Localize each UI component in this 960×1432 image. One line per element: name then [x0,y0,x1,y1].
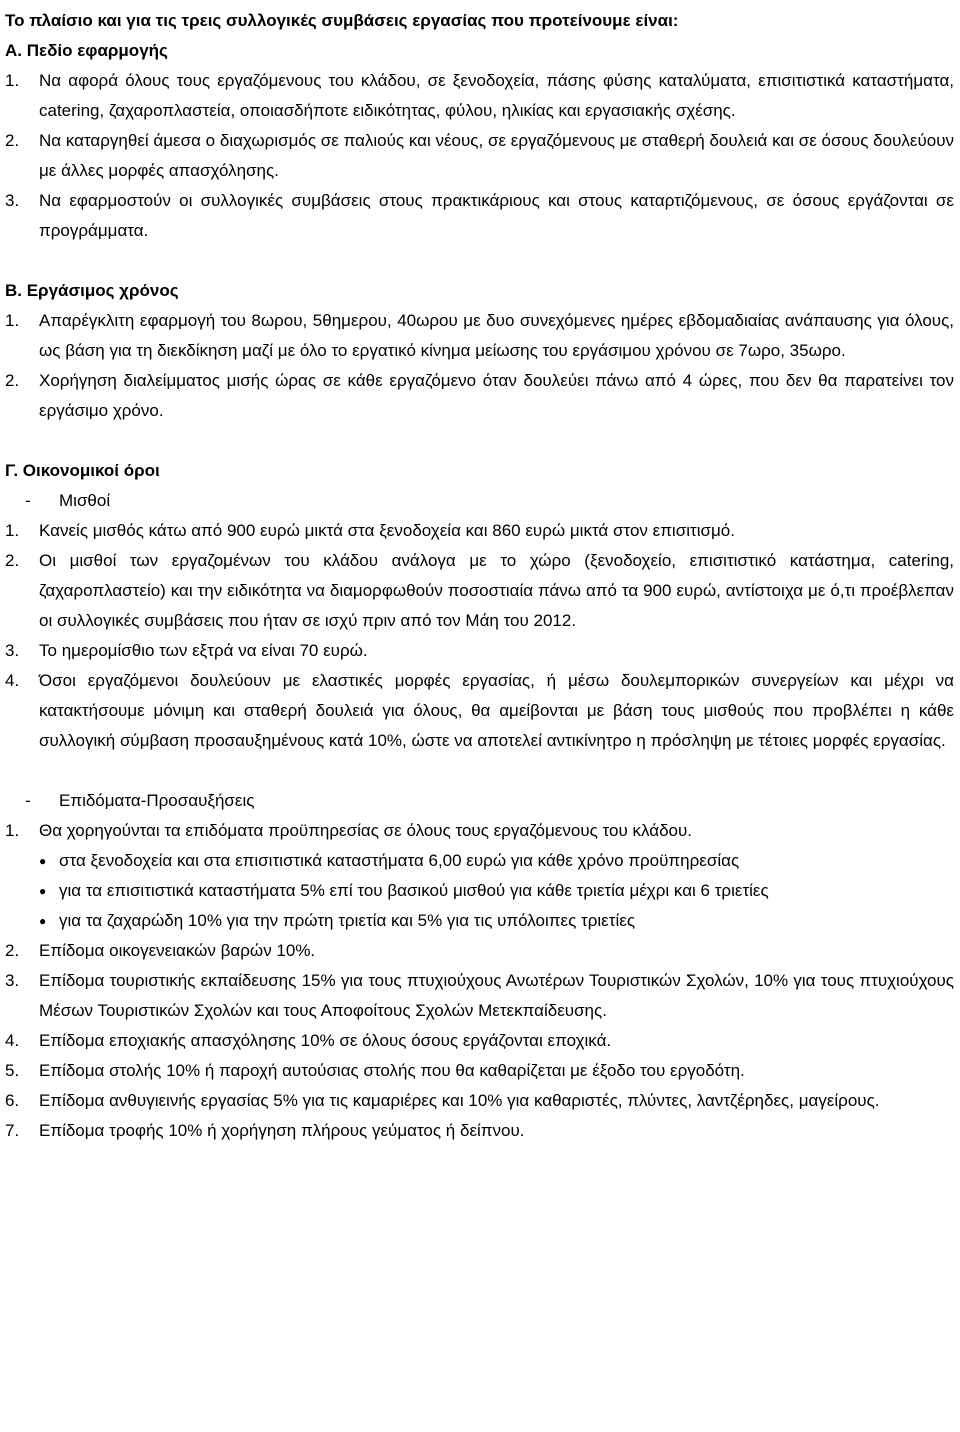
list-item [5,186,954,246]
item-number: 4. [5,1031,20,1050]
list-item [5,666,954,756]
item-text: Θα χορηγούνται τα επιδόματα προϋπηρεσίας σε όλους τους εργαζόμενους του κλάδου. [39,821,693,840]
spacer [5,426,954,456]
item-number: 2. [5,131,20,150]
item-text: Το ημερομίσθιο των εξτρά να είναι 70 ευρώ. [39,641,368,660]
item-text: Επίδομα τουριστικής εκπαίδευσης 15% για τους πτυχιούχους Ανωτέρων Τουριστικών Σχολών, 10% για τους πτυχιούχους Μέσων Τουριστικών Σχολών και τους Αποφοίτους Σχολών Μετεκπαίδευσης. [39,971,954,1020]
list-item [5,966,954,1026]
dash-marker: - [25,491,31,510]
section-b-title: Β. Εργάσιμος χρόνος [5,281,179,300]
list-item [5,1056,954,1086]
list-item [5,936,954,966]
item-text: Χορήγηση διαλείμματος μισής ώρας σε κάθε εργαζόμενο όταν δουλεύει πάνω από 4 ώρες, που δεν θα παρατείνει τον εργάσιμο χρόνο. [39,371,954,420]
dash-marker: - [25,791,31,810]
bullet-item [5,906,954,936]
item-text: Όσοι εργαζόμενοι δουλεύουν με ελαστικές μορφές εργασίας, ή μέσω δουλεμπορικών συνεργείων και μέχρι να κατακτήσουμε μόνιμη και σταθερή δουλειά για όλους, θα αμείβονται με βάση τους μισθούς που προβλέπει η κάθε συλλογική σύμβαση προσαυξημένους κατά 10%, ώστε να αποτελεί αντικίνητρο η πρόσληψη με τέτοιες μορφές εργασίας. [39,671,954,750]
bullet-text: στα ξενοδοχεία και στα επισιτιστικά καταστήματα 6,00 ευρώ για κάθε χρόνο προϋπηρεσίας [59,851,740,870]
item-number: 2. [5,371,20,390]
item-number: 5. [5,1061,20,1080]
list-item [5,1086,954,1116]
list-item [5,816,954,846]
item-number: 2. [5,551,20,570]
item-number: 6. [5,1091,20,1110]
item-number: 4. [5,671,20,690]
bullet-text: για τα επισιτιστικά καταστήματα 5% επί του βασικού μισθού για κάθε τριετία μέχρι και 6 τριετίες [59,881,769,900]
item-number: 3. [5,191,20,210]
item-text: Επίδομα στολής 10% ή παροχή αυτούσιας στολής που θα καθαρίζεται με έξοδο του εργοδότη. [39,1061,745,1080]
list-item [5,126,954,186]
item-text: Επίδομα εποχιακής απασχόλησης 10% σε όλους όσους εργάζονται εποχικά. [39,1031,612,1050]
bullet-item [5,846,954,876]
bullet-icon: ● [39,884,47,898]
item-text: Επίδομα ανθυγιεινής εργασίας 5% για τις καμαριέρες και 10% για καθαριστές, πλύντες, λαντζέρηδες, μαγείρους. [39,1091,880,1110]
bullet-icon: ● [39,854,47,868]
bullet-item [5,876,954,906]
item-number: 1. [5,821,20,840]
list-item [5,366,954,426]
salaries-subheading [5,486,954,516]
list-item [5,636,954,666]
bullet-text: για τα ζαχαρώδη 10% για την πρώτη τριετία και 5% για τις υπόλοιπες τριετίες [59,911,636,930]
section-c-title: Γ. Οικονομικοί όροι [5,461,160,480]
list-item [5,66,954,126]
item-number: 3. [5,641,20,660]
item-number: 1. [5,311,20,330]
spacer [5,756,954,786]
item-number: 1. [5,71,20,90]
list-item [5,306,954,366]
bullet-icon: ● [39,914,47,928]
allowances-subheading [5,786,954,816]
list-item [5,1116,954,1146]
spacer [5,246,954,276]
item-text: Οι μισθοί των εργαζομένων του κλάδου ανάλογα με το χώρο (ξενοδοχείο, επισιτιστικό κατάστημα, catering, ζαχαροπλαστείο) και την ειδικότητα να διαμορφωθούν ποσοστιαία πάνω από τα 900 ευρώ, αντίστοιχα με ό,τι προέβλεπαν οι συλλογικές συμβάσεις που ήταν σε ισχύ πριν από τον Μάη του 2012. [39,551,954,630]
item-text: Επίδομα τροφής 10% ή χορήγηση πλήρους γεύματος ή δείπνου. [39,1121,525,1140]
section-a-title: Α. Πεδίο εφαρμογής [5,41,168,60]
item-text: Απαρέγκλιτη εφαρμογή του 8ωρου, 5θημερου, 40ωρου με δυο συνεχόμενες ημέρες εβδομαδιαίας ανάπαυσης για όλους, ως βάση για τη διεκδίκηση μαζί με όλο το εργατικό κίνημα μείωσης του εργάσιμου χρόνου σε 7ωρο, 35ωρο. [39,311,954,360]
item-number: 7. [5,1121,20,1140]
list-item [5,516,954,546]
list-item [5,1026,954,1056]
item-text: Κανείς μισθός κάτω από 900 ευρώ μικτά στα ξενοδοχεία και 860 ευρώ μικτά στον επισιτισμό. [39,521,735,540]
salaries-label: Μισθοί [59,491,111,510]
item-number: 3. [5,971,20,990]
item-number: 1. [5,521,20,540]
intro-heading: Το πλαίσιο και για τις τρεις συλλογικές συμβάσεις εργασίας που προτείνουμε είναι: [5,11,679,30]
item-text: Να αφορά όλους τους εργαζόμενους του κλάδου, σε ξενοδοχεία, πάσης φύσης καταλύματα, επισιτιστικά καταστήματα, catering, ζαχαροπλαστεία, οποιασδήποτε ειδικότητας, φύλου, ηλικίας και εργασιακής σχέσης. [39,71,954,120]
allowances-label: Επιδόματα-Προσαυξήσεις [59,791,255,810]
item-number: 2. [5,941,20,960]
list-item [5,546,954,636]
item-text: Να καταργηθεί άμεσα ο διαχωρισμός σε παλιούς και νέους, σε εργαζόμενους με σταθερή δουλειά και σε όσους δουλεύουν με άλλες μορφές απασχόλησης. [39,131,954,180]
item-text: Να εφαρμοστούν οι συλλογικές συμβάσεις στους πρακτικάριους και στους καταρτιζόμενους, σε όσους εργάζονται σε προγράμματα. [39,191,954,240]
item-text: Επίδομα οικογενειακών βαρών 10%. [39,941,316,960]
